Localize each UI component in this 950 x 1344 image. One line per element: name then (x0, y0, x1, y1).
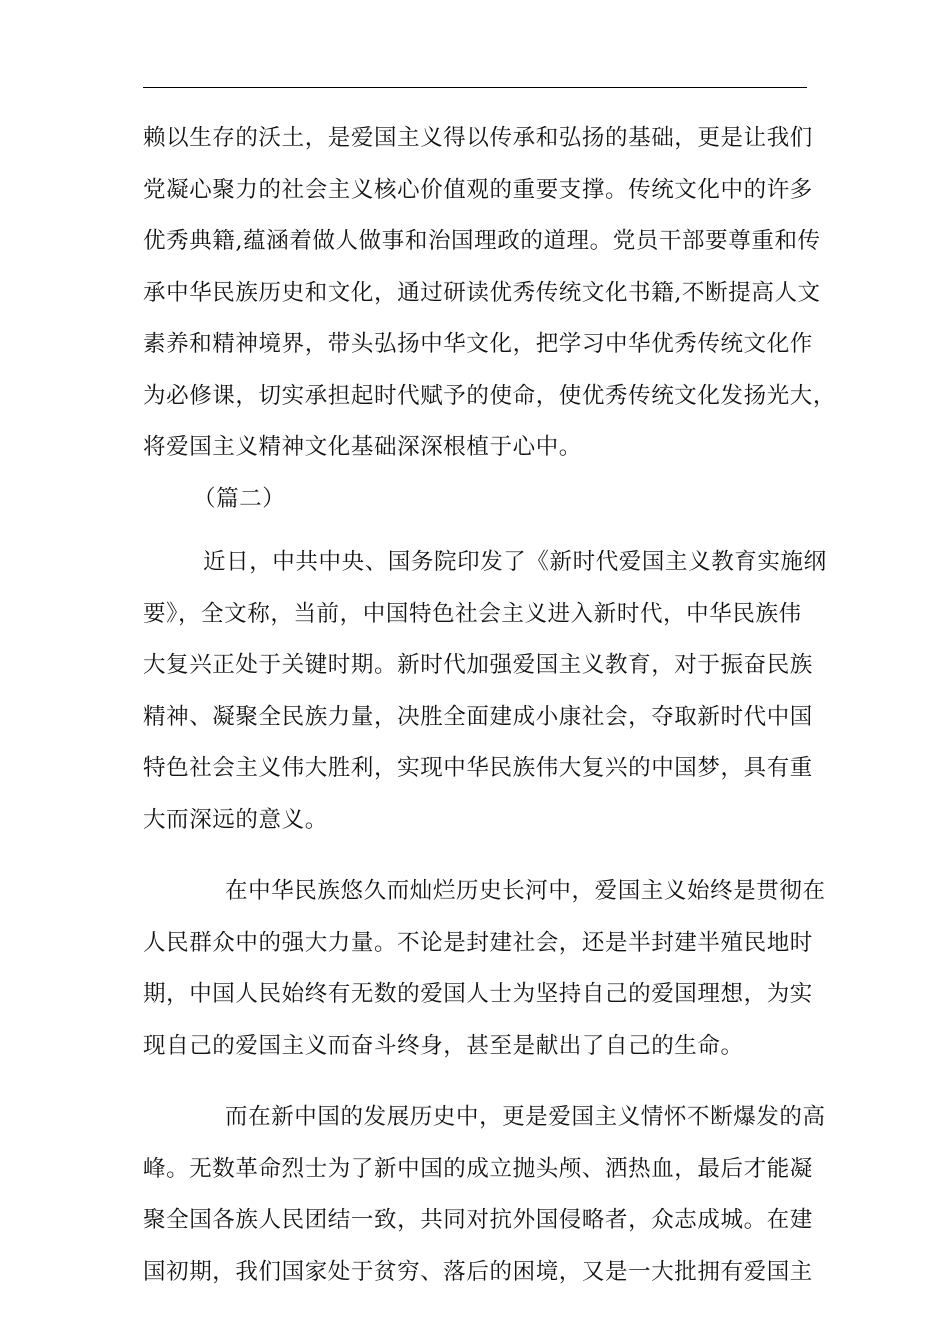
text-line: 而在新中国的发展历史中，更是爱国主义情怀不断爆发的高 (225, 1104, 826, 1130)
text-line: 聚全国各族人民团结一致，共同对抗外国侵略者，众志成城。在建 (143, 1207, 813, 1233)
header-rule (143, 87, 807, 88)
text-line: 为必修课，切实承担起时代赋予的使命，使优秀传统文化发扬光大， (143, 382, 837, 409)
text-line: 现自己的爱国主义而奋斗终身，甚至是献出了自己的生命。 (143, 1032, 744, 1059)
text-line: 赖以生存的沃土，是爱国主义得以传承和弘扬的基础，更是让我们 (143, 125, 813, 151)
section-heading (143, 474, 823, 526)
text-line: 特色社会主义伟大胜利，实现中华民族伟大复兴的中国梦，具有重 (143, 755, 813, 781)
paragraph (143, 537, 827, 846)
text-line: 大复兴正处于关键时期。新时代加强爱国主义教育，对于振奋民族 (143, 652, 813, 678)
document-body (143, 113, 837, 1298)
text-line: 大而深远的意义。 (143, 806, 328, 833)
text-line: 在中华民族悠久而灿烂历史长河中，爱国主义始终是贯彻在 (225, 878, 826, 904)
text-line: 近日，中共中央、国务院印发了《新时代爱国主义教育实施纲 (203, 549, 827, 575)
paragraph (143, 1092, 826, 1298)
text-line: 优秀典籍,蕴涵着做人做事和治国理政的道理。党员干部要尊重和传 (143, 228, 821, 254)
text-line: 承中华民族历史和文化，通过研读优秀传统文化书籍,不断提高人文 (143, 279, 821, 306)
text-line: 党凝心聚力的社会主义核心价值观的重要支撑。传统文化中的许多 (143, 176, 813, 203)
text-line: 将爱国主义精神文化基础深深根植于心中。 (143, 434, 582, 460)
section-label: （篇二） (193, 485, 286, 512)
text-line: 要》，全文称，当前，中国特色社会主义进入新时代，中华民族伟 (143, 600, 802, 627)
paragraph (143, 113, 837, 474)
paragraph (143, 866, 826, 1072)
text-line: 精神、凝聚全民族力量，决胜全面建成小康社会，夺取新时代中国 (143, 703, 813, 730)
text-line: 素养和精神境界，带头弘扬中华文化，把学习中华优秀传统文化作 (143, 331, 813, 357)
text-line: 国初期，我们国家处于贫穷、落后的困境，又是一大批拥有爱国主 (143, 1258, 813, 1285)
text-line: 期，中国人民始终有无数的爱国人士为坚持自己的爱国理想，为实 (143, 981, 813, 1007)
text-line: 人民群众中的强大力量。不论是封建社会，还是半封建半殖民地时 (143, 929, 813, 956)
text-line: 峰。无数革命烈士为了新中国的成立抛头颅、洒热血，最后才能凝 (143, 1155, 813, 1182)
